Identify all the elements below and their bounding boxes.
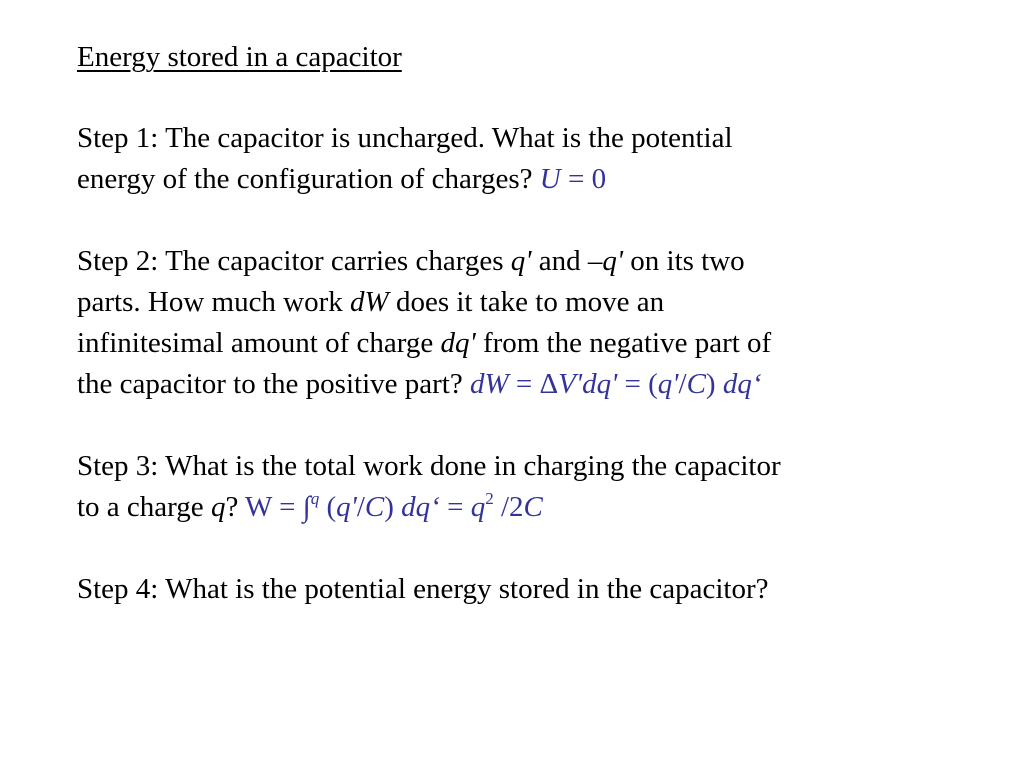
slide-title: Energy stored in a capacitor <box>77 41 402 73</box>
work-dw: dW <box>350 286 389 318</box>
answer-close-paren: ) <box>705 368 723 400</box>
step-3-line-1: Step 3: What is the total work done in charging the capacitor <box>77 450 781 482</box>
charge-minus-q-prime: –q' <box>587 245 624 277</box>
answer-equals-zero: = 0 <box>560 163 607 195</box>
answer-dq-prime: dq‘ <box>401 491 440 523</box>
answer-q-prime: q' <box>336 491 357 523</box>
step-2-text: does it take to move an <box>388 286 665 318</box>
step-2-line-3 <box>77 323 977 364</box>
step-2-text: and <box>531 245 588 277</box>
step-2-answer <box>470 368 762 400</box>
step-1 <box>77 118 977 200</box>
step-4 <box>77 569 977 610</box>
answer-over-two: /2 <box>493 491 524 523</box>
step-3-text: to a charge <box>77 491 211 523</box>
step-2-text: from the negative part of <box>475 327 772 359</box>
step-2-line-1 <box>77 241 977 282</box>
answer-open-paren: ( <box>319 491 337 523</box>
step-1-line-2 <box>77 159 977 200</box>
charge-q-prime: q' <box>510 245 532 277</box>
answer-c: C <box>364 491 385 523</box>
step-2 <box>77 241 977 405</box>
step-3 <box>77 446 977 528</box>
answer-exponent: 2 <box>485 489 494 508</box>
charge-q: q <box>210 491 226 523</box>
step-3-answer <box>245 491 543 523</box>
step-2-text: parts. How much work <box>77 286 351 318</box>
answer-equals-paren: = ( <box>617 368 658 400</box>
answer-variable-u: U <box>539 163 561 195</box>
step-2-text: infinitesimal amount of charge <box>77 327 441 359</box>
answer-dw: dW <box>469 368 509 400</box>
charge-dq-prime: dq' <box>440 327 476 359</box>
answer-close-paren: ) <box>384 491 402 523</box>
step-4-line-1: Step 4: What is the potential energy stored in the capacitor? <box>77 573 769 605</box>
answer-slash: / <box>356 491 365 523</box>
step-2-line-4 <box>77 364 977 405</box>
step-2-text: Step 2: The capacitor carries charges <box>77 245 511 277</box>
step-2-text: on its two <box>623 245 745 277</box>
step-1-answer <box>540 163 606 195</box>
step-1-line-1: Step 1: The capacitor is uncharged. What is the potential <box>77 122 733 154</box>
answer-slash: / <box>678 368 687 400</box>
answer-equals-delta: = Δ <box>508 368 559 400</box>
step-3-line-2 <box>77 487 977 528</box>
answer-v-dq: V'dq' <box>558 368 618 400</box>
integral-upper-limit: q <box>310 489 320 508</box>
answer-c: C <box>686 368 706 400</box>
answer-w-integral: W = ∫ <box>245 491 311 523</box>
answer-q-prime: q' <box>657 368 679 400</box>
step-3-text: ? <box>225 491 246 523</box>
answer-c: C <box>523 491 543 523</box>
answer-dq-prime: dq‘ <box>722 368 762 400</box>
step-1-question-text: energy of the configuration of charges? <box>77 163 540 195</box>
answer-equals: = <box>439 491 471 523</box>
step-2-text: the capacitor to the positive part? <box>77 368 470 400</box>
step-2-line-2 <box>77 282 977 323</box>
answer-q: q <box>470 491 486 523</box>
